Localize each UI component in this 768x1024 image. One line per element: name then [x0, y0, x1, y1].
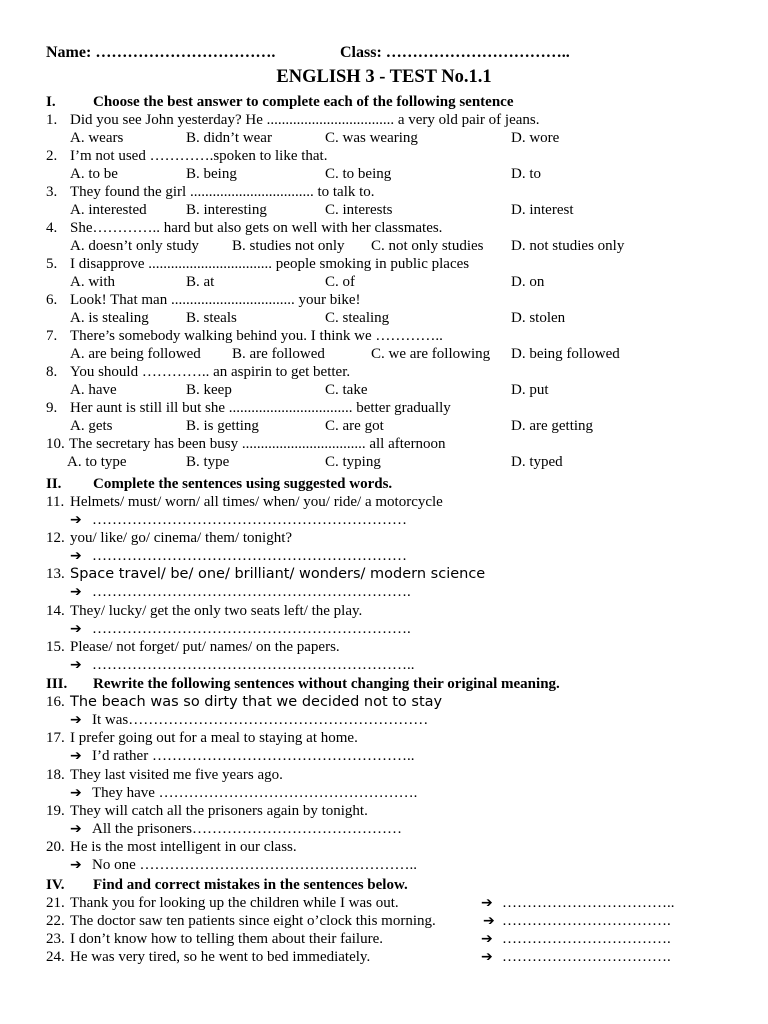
mistake-sentence: I don’t know how to telling them about their failure. — [70, 931, 383, 947]
answer-option[interactable]: D. being followed — [511, 346, 620, 362]
answer-option[interactable]: D. interest — [511, 202, 574, 218]
answer-option[interactable]: D. not studies only — [511, 238, 625, 254]
arrow-icon: ➔ — [70, 657, 82, 673]
prompt-text: you/ like/ go/ cinema/ them/ tonight? — [70, 530, 293, 546]
answer-option[interactable]: C. was wearing — [325, 130, 418, 146]
answer-option[interactable]: B. being — [186, 166, 237, 182]
answer-option[interactable]: B. type — [186, 454, 230, 470]
item-number: 18. — [46, 767, 65, 783]
item-number: 22. — [46, 913, 65, 929]
prompt-text: Helmets/ must/ worn/ all times/ when/ you/ ride/ a motorcycle — [70, 494, 443, 510]
question-number: 8. — [46, 364, 58, 380]
prompt-text: He is the most intelligent in our class. — [70, 839, 297, 855]
item-number: 11. — [46, 494, 65, 510]
answer-option[interactable]: C. we are following — [371, 346, 491, 362]
question-number: 10. — [46, 436, 65, 452]
prompt-text: They will catch all the prisoners again by tonight. — [70, 803, 368, 819]
item-number: 23. — [46, 931, 65, 947]
item-number: 24. — [46, 949, 65, 965]
question-number: 4. — [46, 220, 58, 236]
section-4-numeral: IV. — [46, 877, 65, 893]
question-text: Her aunt is still ill but she ................................. better gradually — [70, 400, 451, 416]
arrow-icon: ➔ — [481, 895, 493, 911]
name-blank: ……………………………. — [95, 44, 276, 61]
answer-option[interactable]: D. on — [511, 274, 545, 290]
question-number: 7. — [46, 328, 58, 344]
section-4-heading: Find and correct mistakes in the sentences below. — [93, 877, 408, 893]
answer-blank[interactable]: No one ……………………………………………….. — [92, 857, 417, 873]
question-text: Look! That man ................................. your bike! — [70, 292, 361, 308]
answer-option[interactable]: C. typing — [325, 454, 381, 470]
prompt-text: Space travel/ be/ one/ brilliant/ wonders/ modern science — [70, 566, 486, 582]
answer-option[interactable]: B. at — [186, 274, 215, 290]
answer-option[interactable]: C. take — [325, 382, 368, 398]
answer-option[interactable]: C. interests — [325, 202, 393, 218]
answer-option[interactable]: C. stealing — [325, 310, 390, 326]
answer-blank[interactable]: All the prisoners…………………………………… — [92, 821, 402, 837]
answer-option[interactable]: A. doesn’t only study — [70, 238, 199, 254]
prompt-text: They/ lucky/ get the only two seats left/ the play. — [70, 603, 363, 619]
answer-option[interactable]: C. of — [325, 274, 355, 290]
question-text: Did you see John yesterday? He .................................. a very old pair of jeans. — [70, 112, 540, 128]
answer-option[interactable]: B. keep — [186, 382, 232, 398]
answer-option[interactable]: C. to being — [325, 166, 392, 182]
answer-option[interactable]: B. steals — [186, 310, 237, 326]
answer-option[interactable]: A. to be — [70, 166, 118, 182]
arrow-icon: ➔ — [70, 621, 82, 637]
class-blank: …………………………….. — [385, 44, 570, 61]
arrow-icon: ➔ — [70, 512, 82, 528]
prompt-text: The beach was so dirty that we decided not to stay — [70, 694, 443, 710]
question-text: There’s somebody walking behind you. I think we ………….. — [70, 328, 443, 344]
answer-option[interactable]: A. interested — [70, 202, 147, 218]
answer-blank[interactable]: ………………………………………………………. — [92, 621, 411, 637]
mistake-sentence: Thank you for looking up the children while I was out. — [70, 895, 399, 911]
answer-option[interactable]: A. with — [70, 274, 115, 290]
correction-blank[interactable]: ……………………………. — [502, 949, 671, 965]
answer-blank[interactable]: They have ……………………………………………. — [92, 785, 418, 801]
answer-option[interactable]: A. are being followed — [70, 346, 201, 362]
item-number: 13. — [46, 566, 65, 582]
arrow-icon: ➔ — [70, 785, 82, 801]
arrow-icon: ➔ — [481, 949, 493, 965]
answer-option[interactable]: B. is getting — [186, 418, 259, 434]
correction-blank[interactable]: ……………………………. — [502, 913, 671, 929]
item-number: 15. — [46, 639, 65, 655]
question-number: 6. — [46, 292, 58, 308]
answer-blank[interactable]: ……………………………………………………….. — [92, 657, 415, 673]
item-number: 17. — [46, 730, 65, 746]
correction-blank[interactable]: …………………………….. — [502, 895, 675, 911]
question-number: 2. — [46, 148, 58, 164]
answer-option[interactable]: D. to — [511, 166, 541, 182]
correction-blank[interactable]: ……………………………. — [502, 931, 671, 947]
section-3-heading: Rewrite the following sentences without changing their original meaning. — [93, 676, 560, 692]
answer-option[interactable]: A. wears — [70, 130, 124, 146]
mistake-sentence: He was very tired, so he went to bed immediately. — [70, 949, 371, 965]
prompt-text: Please/ not forget/ put/ names/ on the papers. — [70, 639, 340, 655]
answer-option[interactable]: D. stolen — [511, 310, 566, 326]
item-number: 21. — [46, 895, 65, 911]
arrow-icon: ➔ — [70, 821, 82, 837]
name-label: Name: — [46, 44, 92, 61]
answer-option[interactable]: B. are followed — [232, 346, 325, 362]
answer-blank[interactable]: I’d rather …………………………………………….. — [92, 748, 415, 764]
arrow-icon: ➔ — [70, 712, 82, 728]
arrow-icon: ➔ — [483, 913, 495, 929]
item-number: 14. — [46, 603, 65, 619]
question-number: 9. — [46, 400, 58, 416]
arrow-icon: ➔ — [70, 857, 82, 873]
page-title: ENGLISH 3 - TEST No.1.1 — [276, 67, 492, 87]
answer-blank[interactable]: ……………………………………………………… — [92, 512, 407, 528]
question-number: 5. — [46, 256, 58, 272]
section-2-heading: Complete the sentences using suggested words. — [93, 476, 393, 492]
prompt-text: I prefer going out for a meal to staying at home. — [70, 730, 358, 746]
answer-option[interactable]: B. didn’t wear — [186, 130, 272, 146]
answer-option[interactable]: B. interesting — [186, 202, 267, 218]
item-number: 19. — [46, 803, 65, 819]
section-1-heading: Choose the best answer to complete each of the following sentence — [93, 94, 514, 110]
section-2-numeral: II. — [46, 476, 62, 492]
section-1-numeral: I. — [46, 94, 56, 110]
item-number: 20. — [46, 839, 65, 855]
mistake-sentence: The doctor saw ten patients since eight o’clock this morning. — [70, 913, 436, 929]
question-text: They found the girl ................................. to talk to. — [70, 184, 375, 200]
answer-option[interactable]: A. is stealing — [70, 310, 149, 326]
arrow-icon: ➔ — [70, 548, 82, 564]
arrow-icon: ➔ — [70, 584, 82, 600]
answer-option[interactable]: D. are getting — [511, 418, 594, 434]
item-number: 16. — [46, 694, 65, 710]
question-number: 1. — [46, 112, 58, 128]
question-text: You should ………….. an aspirin to get better. — [70, 364, 351, 380]
item-number: 12. — [46, 530, 65, 546]
answer-option[interactable]: B. studies not only — [232, 238, 345, 254]
question-text: I’m not used ………….spoken to like that. — [70, 148, 328, 164]
section-3-numeral: III. — [46, 676, 68, 692]
answer-blank[interactable]: ………………………………………………………. — [92, 584, 411, 600]
class-label: Class: — [340, 44, 382, 61]
question-text: I disapprove ................................. people smoking in public places — [70, 256, 470, 272]
answer-option[interactable]: C. are got — [325, 418, 384, 434]
answer-option[interactable]: D. typed — [511, 454, 563, 470]
question-text: She………….. hard but also gets on well with her classmates. — [70, 220, 443, 236]
arrow-icon: ➔ — [70, 748, 82, 764]
answer-option[interactable]: A. gets — [70, 418, 113, 434]
answer-option[interactable]: D. put — [511, 382, 549, 398]
answer-option[interactable]: A. have — [70, 382, 117, 398]
arrow-icon: ➔ — [481, 931, 493, 947]
question-text: The secretary has been busy ................................. all afternoon — [69, 436, 446, 452]
question-number: 3. — [46, 184, 58, 200]
name-field — [46, 44, 275, 62]
class-field — [340, 44, 570, 62]
answer-blank[interactable]: ……………………………………………………… — [92, 548, 407, 564]
answer-option[interactable]: D. wore — [511, 130, 560, 146]
answer-option[interactable]: C. not only studies — [371, 238, 484, 254]
answer-blank[interactable]: It was…………………………………………………… — [92, 712, 429, 728]
answer-option[interactable]: A. to type — [67, 454, 127, 470]
prompt-text: They last visited me five years ago. — [70, 767, 283, 783]
